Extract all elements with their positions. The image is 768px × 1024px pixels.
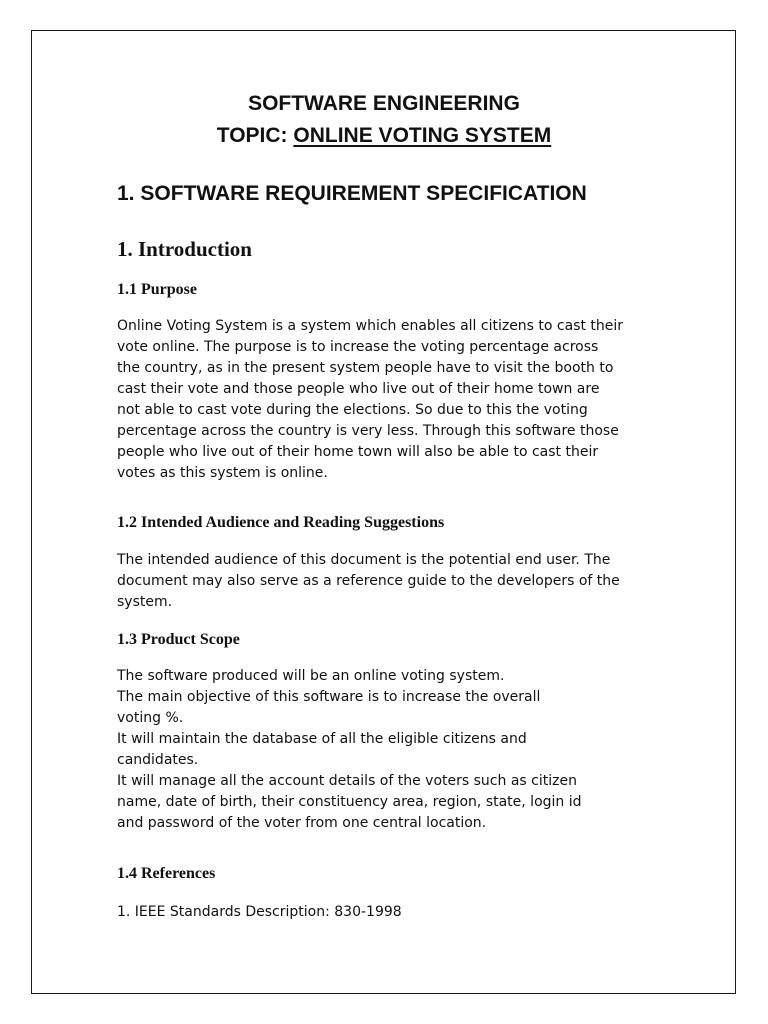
- audience-heading: 1.2 Intended Audience and Reading Suggestions: [117, 514, 445, 531]
- paragraph-line: people who live out of their home town will also be able to cast their: [117, 444, 599, 460]
- paragraph-line: not able to cast vote during the elections. So due to this the voting: [117, 402, 588, 418]
- paragraph-line: The software produced will be an online voting system.: [117, 668, 505, 684]
- paragraph-line: the country, as in the present system people have to visit the booth to: [117, 360, 614, 376]
- topic-line: [0, 124, 768, 148]
- srs-heading: 1. SOFTWARE REQUIREMENT SPECIFICATION: [117, 182, 587, 205]
- scope-paragraph: [117, 666, 657, 834]
- scope-heading: 1.3 Product Scope: [117, 631, 240, 648]
- paragraph-line: Online Voting System is a system which enables all citizens to cast their: [117, 318, 624, 334]
- paragraph-line: It will manage all the account details of the voters such as citizen: [117, 773, 577, 789]
- paragraph-line: votes as this system is online.: [117, 465, 328, 481]
- audience-paragraph: [117, 550, 657, 613]
- topic-label: TOPIC:: [216, 124, 288, 147]
- paragraph-line: cast their vote and those people who live out of their home town are: [117, 381, 600, 397]
- page-border: [31, 30, 736, 994]
- paragraph-line: and password of the voter from one central location.: [117, 815, 487, 831]
- paragraph-line: The main objective of this software is to increase the overall: [117, 689, 541, 705]
- paragraph-line: candidates.: [117, 752, 199, 768]
- paragraph-line: voting %.: [117, 710, 184, 726]
- references-heading: 1.4 References: [117, 865, 216, 882]
- document-title: SOFTWARE ENGINEERING: [248, 92, 520, 115]
- paragraph-line: vote online. The purpose is to increase the voting percentage across: [117, 339, 599, 355]
- paragraph-line: document may also serve as a reference guide to the developers of the: [117, 573, 620, 589]
- paragraph-line: name, date of birth, their constituency area, region, state, login id: [117, 794, 582, 810]
- topic-value: ONLINE VOTING SYSTEM: [293, 124, 552, 147]
- paragraph-line: system.: [117, 594, 173, 610]
- purpose-heading: 1.1 Purpose: [117, 281, 197, 298]
- reference-item: 1. IEEE Standards Description: 830-1998: [117, 904, 402, 920]
- paragraph-line: The intended audience of this document is the potential end user. The: [117, 552, 611, 568]
- references-paragraph: [117, 902, 657, 923]
- introduction-heading: 1. Introduction: [117, 237, 252, 261]
- paragraph-line: It will maintain the database of all the eligible citizens and: [117, 731, 527, 747]
- purpose-paragraph: [117, 316, 657, 484]
- paragraph-line: percentage across the country is very less. Through this software those: [117, 423, 619, 439]
